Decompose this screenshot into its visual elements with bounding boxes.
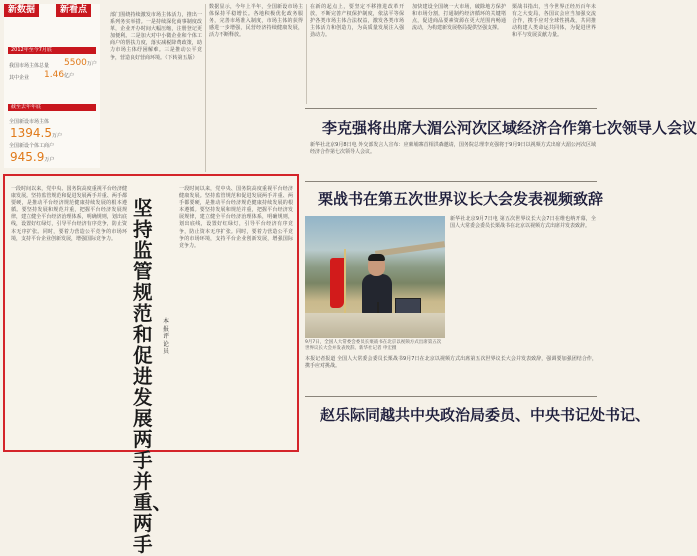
- tab-new-data: 新数据: [4, 4, 39, 17]
- desk: [305, 313, 445, 338]
- news-photo: [305, 216, 445, 338]
- flag: [330, 258, 344, 308]
- editorial-box: [3, 174, 299, 556]
- stat-bar-period: 截至去年年底: [8, 104, 96, 111]
- stat-label: 全国新设个体工商户: [9, 143, 55, 149]
- speaker-hair: [368, 254, 385, 261]
- column-divider: [306, 4, 307, 104]
- headline1-body: 新华社北京9月8日电 外交部发言人宣布：应柬埔寨首相洪森邀请，国务院总理李克强将于9月9日以视频方式出席大湄公河次区域经济合作第七次领导人会议。: [310, 142, 596, 156]
- stat-label: 我国市场主体总量: [9, 63, 50, 69]
- section-rule: [305, 108, 597, 109]
- stat-number: 945.9万户: [10, 150, 55, 164]
- editorial-byline: 本报评论员: [163, 318, 170, 355]
- article-column: 数据显示，今年上半年，全国新设市场主体保持平稳增长。各地积极优化政务服务，完善市场准入制度，市场主体的获得感进一步增强，民营经济持续健康发展，活力不断释放。: [209, 4, 303, 39]
- stat-label: 全国新设市场主体: [9, 119, 50, 125]
- section-rule: [305, 396, 597, 397]
- article-column: 部门围绕持续激发市场主体活力，推出一系列务实举措。一是持续深化商事制度改革，企业开办时间大幅压缩，注册登记更加便利。二是加大对中小微企业和个体工商户的帮扶力度，落实减税降费政策，助力市场主体纾困解难。三是推动公平竞争，营造良好营商环境。（下转第五版）: [110, 12, 202, 61]
- headline-zhao-leji: 赵乐际同越共中央政治局委员、中央书记处书记、: [320, 406, 651, 424]
- flag-pole: [344, 249, 346, 317]
- stat-number: 5500万户: [64, 58, 97, 68]
- article-column: 栗战书指出，当今世界正经历百年未有之大变局，各国议会应当加强交流合作，携手应对全球性挑战，共同推动构建人类命运共同体，为促进世界和平与发展贡献力量。: [512, 4, 596, 39]
- tab-new-highlights: 新看点: [56, 4, 91, 17]
- article-column: 在新的起点上，要坚定不移推进改革开放，不断完善产权保护制度，依法平等保护各类市场主体合法权益，激发各类市场主体活力和创造力，为高质量发展注入强劲动力。: [310, 4, 404, 39]
- editorial-title: 坚持监管规范和促进发展两手并重、两手: [133, 197, 173, 556]
- stat-label: 其中企业: [9, 75, 30, 81]
- stat-number: 1394.5万户: [10, 126, 63, 140]
- great-wall-backdrop: [375, 241, 445, 257]
- headline2-body: 新华社北京9月7日电 第五次世界议长大会7日在维也纳开幕，全国人大常委会委员长栗战书在北京以视频方式出席并发表致辞。: [450, 216, 596, 230]
- photo-caption: 9月7日，全国人大常委会委员长栗战书在北京以视频方式出席第五次世界议长大会并发表致辞。新华社记者 申宏摄: [305, 340, 442, 351]
- editorial-text-right: 一段时间以来，党中央、国务院高度重视平台经济健康发展。坚持监管规范和促进发展两手并重、两手都要硬，是推动平台经济规范健康持续发展的根本遵循。要坚持发展和规范并重，把握平台经济发展规律，建立健全平台经济治理体系，明确规则，划出底线，设置好红绿灯，引导平台经济有序竞争，防止资本无序扩张。同时，要着力营造公平竞争的市场环境，支持平台企业创新发展，增强国际竞争力。: [179, 186, 293, 249]
- column-divider: [205, 4, 206, 172]
- stat-number: 1.46亿户: [44, 70, 75, 80]
- headline-li-keqiang: 李克强将出席大湄公河次区域经济合作第七次领导人会议: [322, 119, 697, 137]
- bottom-article: 本报记者报道 全国人大常委会委员长栗战书9月7日在北京以视频方式出席第五次世界议长大会并发表致辞，强调要加强团结合作，携手应对挑战。: [305, 356, 597, 370]
- article-column: 加快建设全国统一大市场，破除地方保护和市场分割，打通制约经济循环的关键堵点，促进商品要素资源在更大范围内畅通流动，为构建新发展格局提供坚强支撑。: [412, 4, 506, 32]
- stats-infobox: [4, 4, 100, 168]
- section-rule: [305, 181, 597, 182]
- headline-li-zhanshu: 栗战书在第五次世界议长大会发表视频致辞: [318, 190, 604, 208]
- stat-bar-period: 2012年至今7月底: [8, 47, 96, 54]
- editorial-text-left: 一段时间以来，党中央、国务院高度重视平台经济健康发展。坚持监管规范和促进发展两手并重、两手都要硬，是推动平台经济规范健康持续发展的根本遵循。要坚持发展和规范并重，把握平台经济发展规律，建立健全平台经济治理体系，明确规则，划出底线，设置好红绿灯，引导平台经济有序竞争，防止资本无序扩张。同时，要着力营造公平竞争的市场环境，支持平台企业创新发展，增强国际竞争力。: [11, 186, 127, 242]
